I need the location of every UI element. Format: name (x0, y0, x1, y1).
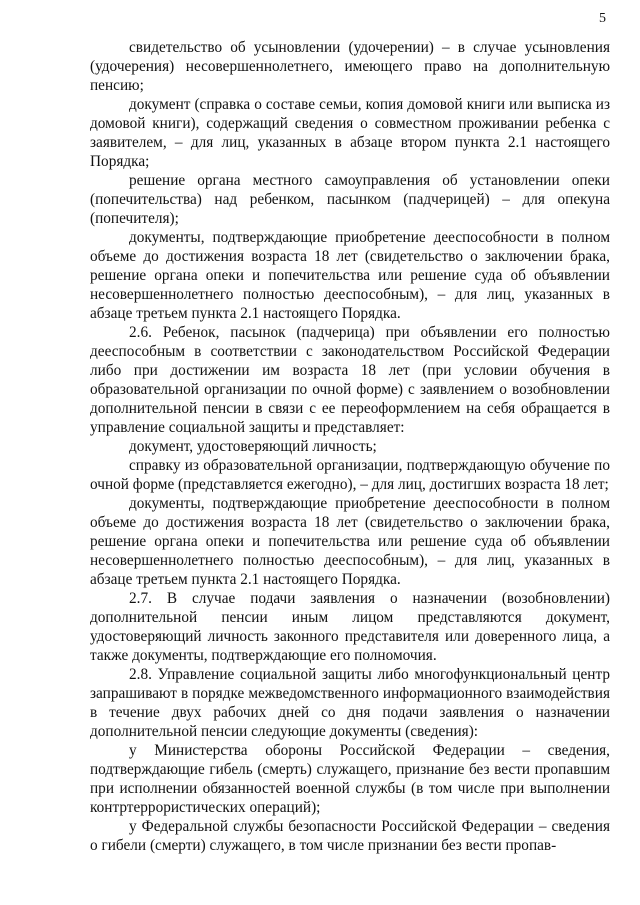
paragraph-education-certificate: справку из образовательной организации, подтверждающую обучение по очной форме (представляется ежегодно), – для лиц, достигших возраста 18 лет; (90, 457, 610, 493)
paragraph-section-2-6: 2.6. Ребенок, пасынок (падчерица) при объявлении его полностью дееспособным в соответствии с законодательством Российской Федерации либо при достижении им возраста 18 лет (при условии обучения в образовательной организации по очной форме) с заявлением о возобновлении дополнительной пенсии в связи с ее переоформлением на себя обращается в управление социальной защиты и представляет: (90, 324, 610, 436)
paragraph-section-2-7: 2.7. В случае подачи заявления о назначении (возобновлении) дополнительной пенсии иным лицом представляются документ, удостоверяющий личность законного представителя или доверенного лица, а также документы, подтверждающие его полномочия. (90, 590, 610, 664)
paragraph-cohabitation-document: документ (справка о составе семьи, копия домовой книги или выписка из домовой книги), содержащий сведения о совместном проживании ребенка с заявителем, – для лиц, указанных в абзаце втором пункта 2.1 настоящего Порядка; (90, 96, 610, 170)
paragraph-section-2-8: 2.8. Управление социальной защиты либо многофункциональный центр запрашивают в порядке межведомственного информационного взаимодействия в течение двух рабочих дней со дня подачи заявления о назначении дополнительной пенсии следующие документы (сведения): (90, 666, 610, 740)
paragraph-ministry-of-defence: у Министерства обороны Российской Федерации – сведения, подтверждающие гибель (смерть) служащего, признание без вести пропавшим при исполнении обязанностей военной службы (в том числе при выполнении контртеррористических операций); (90, 742, 610, 816)
paragraph-adoption-certificate: свидетельство об усыновлении (удочерении) – в случае усыновления (удочерения) несовершеннолетнего, имеющего право на дополнительную пенсию; (90, 39, 610, 94)
document-body (90, 38, 610, 855)
page-number: 5 (599, 11, 606, 26)
paragraph-guardianship-decision: решение органа местного самоуправления об установлении опеки (попечительства) над ребенком, пасынком (падчерицей) – для опекуна (попечителя); (90, 172, 610, 227)
paragraph-identity-document: документ, удостоверяющий личность; (129, 438, 377, 455)
paragraph-legal-capacity-documents-2: документы, подтверждающие приобретение дееспособности в полном объеме до достижения возраста 18 лет (свидетельство о заключении брака, решение органа опеки и попечительства или решение суда об объявлении несовершеннолетнего полностью дееспособным), – для лиц, указанных в абзаце третьем пункта 2.1 настоящего Порядка. (90, 495, 610, 588)
paragraph-federal-security-service: у Федеральной службы безопасности Российской Федерации – сведения о гибели (смерти) служащего, в том числе признании без вести пропав- (90, 818, 610, 854)
paragraph-legal-capacity-documents: документы, подтверждающие приобретение дееспособности в полном объеме до достижения возраста 18 лет (свидетельство о заключении брака, решение органа опеки и попечительства или решение суда об объявлении несовершеннолетнего полностью дееспособным), – для лиц, указанных в абзаце третьем пункта 2.1 настоящего Порядка. (90, 229, 610, 322)
